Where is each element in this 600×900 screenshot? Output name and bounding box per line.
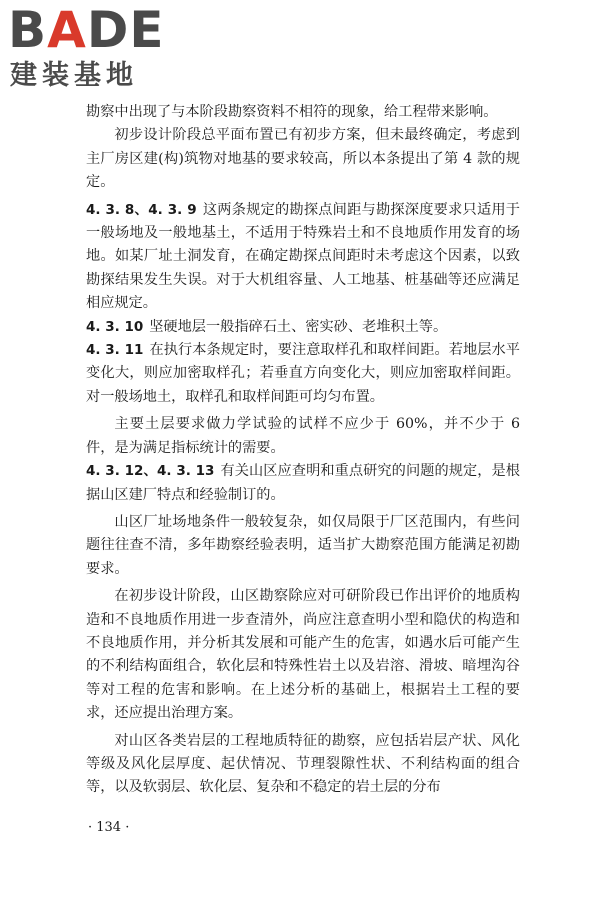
clause-4-3-11: 4. 3. 11 在执行本条规定时，要注意取样孔和取样间距。若地层水平变化大，则应加密取样孔；若垂直方向变化大，则应加密取样间距。对一般场地土，取样孔和取样间距可均匀布置。 <box>86 342 520 405</box>
clause-number: 4. 3. 8、4. 3. 9 <box>86 201 197 218</box>
clause-4-3-8-4-3-9: 4. 3. 8、4. 3. 9 这两条规定的勘探点间距与勘探深度要求只适用于一般场地及一般地基土，不适用于特殊岩土和不良地质作用发育的场地。如某厂址土洞发育，在确定勘探点间距时未考虑这个因素，以致勘探结果发生失误。对于大机组容量、人工地基、桩基础等还应满足相应规定。 <box>86 201 520 312</box>
clause-number: 4. 3. 12、4. 3. 13 <box>86 463 215 480</box>
logo-brand-text: BADE <box>8 1 165 59</box>
paragraph-rock-layers: 对山区各类岩层的工程地质特征的勘察，应包括岩层产状、风化等级及风化层厚度、起伏情况、节理裂隙性状、不利结构面的组合等，以及软弱层、软化层、复杂和不稳定的岩土层的分布 <box>86 732 520 796</box>
body-text <box>86 101 520 800</box>
page-number: · 134 · <box>88 820 130 835</box>
paragraph-preliminary-design: 初步设计阶段总平面布置已有初步方案，但未最终确定，考虑到主厂房区建(构)筑物对地基的要求较高，所以本条提出了第 4 款的规定。 <box>86 127 520 191</box>
clause-number: 4. 3. 10 <box>86 318 144 335</box>
paragraph-mountain-site: 山区厂址场地条件一般较复杂，如仅局限于厂区范围内，有些问题往往查不清，多年勘察经验表明，适当扩大勘察范围方能满足初勘要求。 <box>86 513 520 577</box>
logo-subtitle: 建装基地 <box>10 60 138 91</box>
bade-logo <box>8 1 178 96</box>
paragraph-mountain-survey: 在初步设计阶段，山区勘察除应对可研阶段已作出评价的地质构造和不良地质作用进一步查清外，尚应注意查明小型和隐伏的构造和不良地质作用，并分析其发展和可能产生的危害，如遇水后可能产生的不利结构面组合，软化层和特殊性岩土以及岩溶、滑坡、暗埋沟谷等对工程的危害和影响。在上述分析的基础上，根据岩土工程的要求，还应提出治理方案。 <box>86 588 520 722</box>
clause-4-3-10: 4. 3. 10 坚硬地层一般指碎石土、密实砂、老堆积土等。 <box>86 318 448 335</box>
clause-number: 4. 3. 11 <box>86 342 144 359</box>
paragraph-continuation: 勘察中出现了与本阶段勘察资料不相符的现象，给工程带来影响。 <box>86 104 498 120</box>
clause-4-3-12-4-3-13: 4. 3. 12、4. 3. 13 有关山区应查明和重点研究的问题的规定，是根据山区建厂特点和经验制订的。 <box>86 463 520 503</box>
paragraph-soil-tests: 主要土层要求做力学试验的试样不应少于 60%，并不少于 6 件，是为满足指标统计的需要。 <box>86 416 520 456</box>
